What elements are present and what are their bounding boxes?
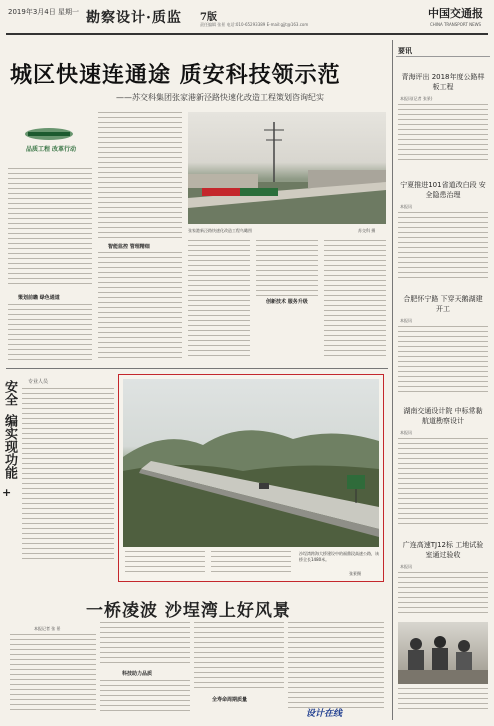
- sidebar-section-title: 要讯: [398, 47, 412, 55]
- middle-label: 专业人员: [28, 379, 49, 385]
- sidebar-item-5-body: [398, 572, 488, 620]
- bridge-photo: [123, 379, 379, 547]
- lower-column-4: [288, 622, 384, 718]
- header-rule: [6, 33, 488, 35]
- bridge-photo-credit: 张景摄: [349, 571, 361, 576]
- section-title-1: 策划前瞻 绿色通道: [18, 295, 60, 301]
- sidebar-photo: [398, 622, 488, 684]
- sidebar-item-3-byline: 本报讯: [400, 318, 412, 323]
- lead-photo-credit: 苏交科 摄: [358, 228, 376, 233]
- sidebar-item-1-body: [398, 104, 488, 168]
- lower-byline: 本报记者 张 景: [34, 626, 61, 631]
- editor-line: 责任编辑 张景 电话:010-65293389 E-mail:gjjt@163.com: [200, 22, 309, 27]
- sidebar-item-5-title: 广连高速TJ12标 工地试验室通过验收: [402, 541, 484, 559]
- lead-photo: [188, 112, 386, 224]
- middle-column-1: [22, 388, 114, 566]
- lead-headline: 城区快速连通途 质安科技领示范: [10, 62, 341, 88]
- masthead: [0, 0, 494, 36]
- lead-column-2: [98, 112, 182, 242]
- bridge-photo-caption: 沙埕湾跨海大桥建设中的福鼎段高速公路，该桥全长1480米。: [299, 551, 379, 562]
- sidebar-item-3-body: [398, 326, 488, 398]
- lower-column-2b: [100, 680, 190, 718]
- vertical-title-top: 安全: [2, 380, 17, 406]
- lower-column-1: [10, 634, 96, 718]
- quality-logo-caption: 品质工程 改革行动: [25, 146, 77, 153]
- lead-column-5: [324, 240, 386, 364]
- vertical-title: 编实现功能: [2, 414, 17, 479]
- lower-column-2: [100, 622, 190, 668]
- lead-subhead: ——苏交科集团张家港新泾路快速化改造工程策划咨询纪实: [116, 93, 324, 102]
- lower-column-3: [194, 622, 284, 694]
- lead-column-3: [188, 240, 250, 364]
- vertical-title-mark: +: [2, 486, 12, 499]
- lower-headline: 一桥凌波 沙埕湾上好风景: [86, 601, 291, 621]
- sidebar-item-4-byline: 本报讯: [400, 430, 412, 435]
- lead-column-2b: [98, 252, 182, 364]
- paper-name-en: CHINA TRANSPORT NEWS: [430, 22, 482, 27]
- lead-column-4: [256, 240, 318, 364]
- lead-photo-scene: [188, 112, 386, 224]
- bridge-photo-text-2: [211, 551, 291, 577]
- lead-column-1: [8, 168, 92, 288]
- sidebar-item-2-title: 宁夏推进101省道改白段 安全隐患治理: [400, 181, 486, 199]
- sidebar-photo-scene: [398, 622, 488, 684]
- sidebar-item-2-byline: 本报讯: [400, 204, 412, 209]
- sidebar-item-1-byline: 本报讯(记者 张景): [400, 96, 433, 101]
- column-title: 勘察设计·质监: [86, 10, 182, 26]
- page-number: 7版: [200, 12, 217, 23]
- bridge-photo-scene: [123, 379, 379, 547]
- section-title-4: 创新技术 服务升级: [266, 299, 308, 305]
- sidebar-item-2-body: [398, 212, 488, 284]
- sidebar-item-3-title: 合肥怀宁路 下穿天鹅湖建开工: [403, 295, 483, 313]
- quality-logo: [18, 120, 80, 160]
- lead-bottom-rule: [6, 368, 388, 369]
- lead-photo-caption: 张家港新泾路快速化改造工程鸟瞰图: [188, 228, 252, 233]
- sidebar-item-4-title: 湖南交通设计院 中标常黏航道勘察设计: [403, 407, 483, 425]
- design-online-logo: 设计在线: [306, 709, 343, 719]
- bridge-photo-text-1: [125, 551, 205, 577]
- lead-column-1b: [8, 304, 92, 364]
- bridge-photo-frame: [118, 374, 384, 582]
- sidebar-divider: [392, 40, 393, 720]
- section-title-2: 智能监控 管理精细: [108, 244, 150, 250]
- lower-subtitle-1: 科技助力品质: [122, 671, 153, 677]
- quality-logo-graphic: [18, 120, 80, 160]
- sidebar-item-4-body: [398, 438, 488, 534]
- sidebar-item-5-byline: 本报讯: [400, 564, 412, 569]
- sidebar-photo-caption: [398, 688, 488, 718]
- paper-name: 中国交通报: [428, 7, 483, 20]
- sidebar-title-rule: [396, 56, 490, 57]
- lower-subtitle-2: 全寿命周期质量: [212, 697, 248, 703]
- sidebar-item-1-title: 青海评出 2018年度公路样板工程: [401, 73, 485, 91]
- issue-date: 2019年3月4日 星期一: [8, 8, 79, 16]
